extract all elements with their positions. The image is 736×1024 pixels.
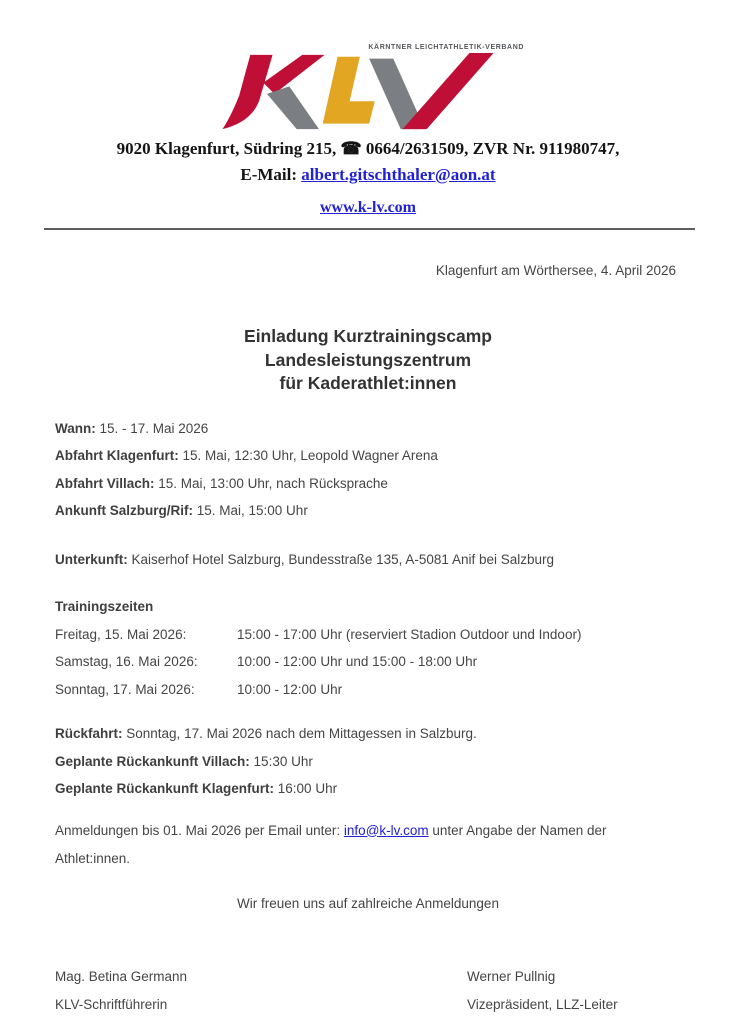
signature-left-role: KLV-Schriftführerin: [55, 996, 168, 1012]
accommodation-line: Unterkunft: Kaiserhof Hotel Salzburg, Bundesstraße 135, A-5081 Anif bei Salzburg: [55, 551, 555, 567]
return-arrival-klagenfurt: Geplante Rückankunft Klagenfurt: 16:00 Uhr: [55, 781, 338, 796]
return-trip-section: [55, 720, 680, 803]
klv-logo-icon: [212, 53, 504, 131]
detail-departure-villach: Abfahrt Villach: 15. Mai, 13:00 Uhr, nach Rücksprache: [55, 475, 388, 491]
title-line-1: Einladung Kurztrainingscamp: [244, 326, 492, 346]
klv-logo: [212, 0, 524, 131]
detail-when: Wann: 15. - 17. Mai 2026: [55, 420, 209, 436]
registration-text: Anmeldungen bis 01. Mai 2026 per Email unter: info@k-lv.com unter Angabe der Namen der Athlet:innen.: [55, 822, 607, 866]
training-heading: Trainingszeiten: [55, 599, 154, 614]
return-arrival-villach: Geplante Rückankunft Villach: 15:30 Uhr: [55, 753, 313, 769]
website-link[interactable]: www.k-lv.com: [320, 199, 416, 216]
return-departure: Rückfahrt: Sonntag, 17. Mai 2026 nach dem Mittagessen in Salzburg.: [55, 726, 477, 741]
training-row-sunday: Sonntag, 17. Mai 2026: 10:00 - 12:00 Uhr: [55, 681, 343, 697]
signature-right-name: Werner Pullnig: [467, 969, 556, 984]
phone-number-text: 0664/2631509, ZVR Nr. 911980747,: [361, 139, 620, 158]
website-line: [0, 195, 736, 221]
title-line-2: Landesleistungszentrum: [264, 349, 472, 370]
logo-tagline: KÄRNTNER LEICHTATHLETIK-VERBAND: [368, 44, 524, 51]
title-line-3: für Kaderathlet:innen: [279, 373, 457, 393]
date-line: Klagenfurt am Wörthersee, 4. April 2026: [435, 263, 676, 278]
training-times-section: [55, 593, 680, 703]
address-text: 9020 Klagenfurt, Südring 215,: [116, 139, 341, 158]
training-row-friday: Freitag, 15. Mai 2026: 15:00 - 17:00 Uhr (reserviert Stadion Outdoor und Indoor): [55, 626, 582, 642]
travel-details-section: [55, 415, 680, 525]
closing-line: Wir freuen uns auf zahlreiche Anmeldungen: [237, 895, 499, 911]
accommodation-section: [55, 546, 680, 574]
signature-right-role: Vizepräsident, LLZ-Leiter: [467, 996, 618, 1012]
signature-left-name: Mag. Betina Germann: [55, 969, 188, 984]
detail-departure-klagenfurt: Abfahrt Klagenfurt: 15. Mai, 12:30 Uhr, Leopold Wagner Arena: [55, 448, 438, 463]
training-row-saturday: Samstag, 16. Mai 2026: 10:00 - 12:00 Uhr und 15:00 - 18:00 Uhr: [55, 654, 478, 669]
phone-icon: ☎: [340, 139, 362, 158]
detail-arrival-salzburg: Ankunft Salzburg/Rif: 15. Mai, 15:00 Uhr: [55, 503, 308, 518]
header-divider: [44, 228, 695, 230]
email-label: E-Mail:: [240, 165, 302, 184]
contact-header: [0, 136, 736, 221]
email-link[interactable]: albert.gitschthaler@aon.at: [301, 165, 496, 184]
signature-right: [467, 963, 618, 1018]
registration-section: [55, 817, 680, 873]
registration-email-link[interactable]: info@k-lv.com: [343, 822, 429, 838]
signature-block: [55, 963, 680, 1023]
address-line: [0, 136, 736, 162]
document-title: [0, 325, 736, 396]
email-line: [0, 162, 736, 188]
